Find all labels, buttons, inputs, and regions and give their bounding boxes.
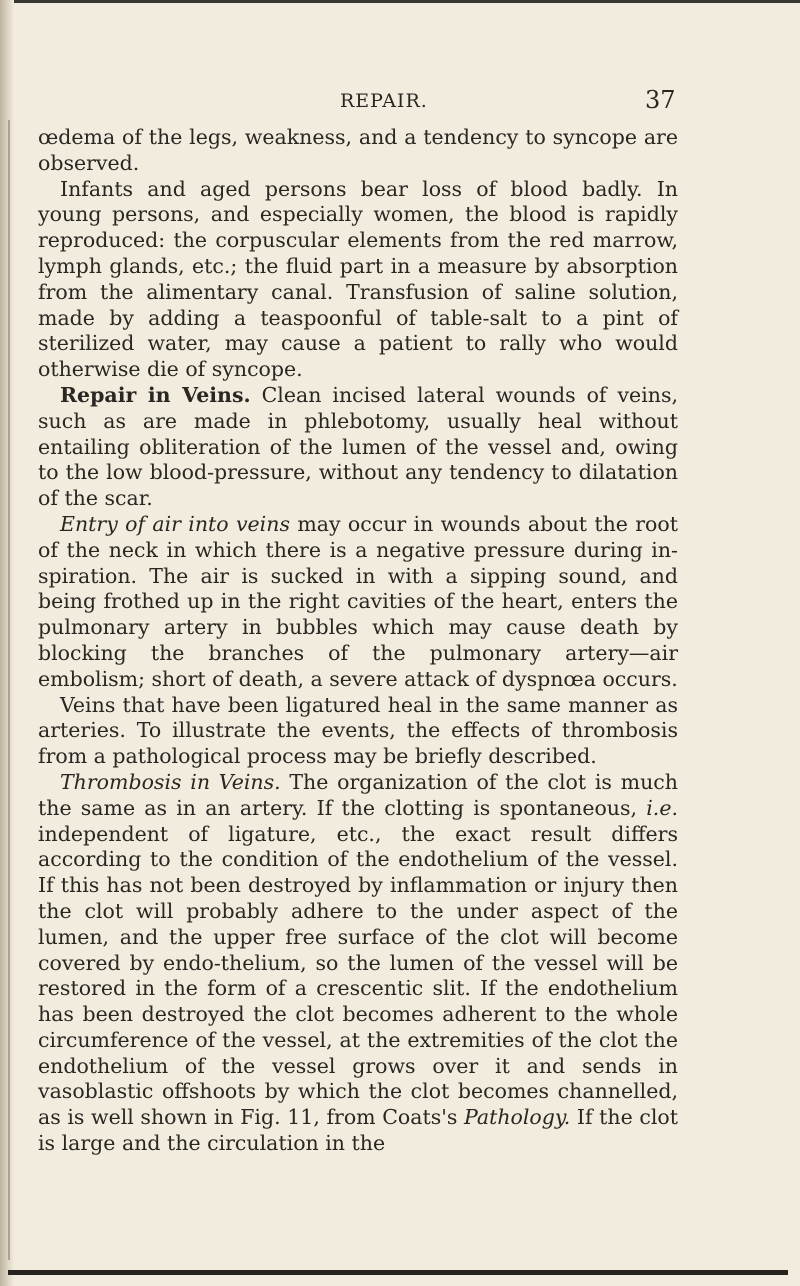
paragraph-text: œdema of the legs, weakness, and a tendency to syncope are observed. [38,125,678,175]
paragraph-text: may occur in wounds about the root of the neck in which there is a negative pressure during in-spiration. The air is sucked in with a sipping sound, and being frothed up in the right cavities of the heart, enters the pulmonary artery in bubbles which may cause death by blocking the branches of the pulmonary artery—air embolism; short of death, a severe attack of dyspnœa occurs. [38,511,678,691]
paragraph [38,383,678,512]
paragraph-text: Clean incised lateral wounds of veins, such as are made in phlebotomy, usually heal without entailing obliteration of the lumen of the vessel and, owing to the low blood-pressure, without any tendency to dilatation of the scar. [38,382,678,511]
section-heading: Thrombosis in Veins. [60,769,281,794]
paragraph [38,512,678,693]
section-heading: Entry of air into veins [60,511,290,536]
page-number: 37 [645,86,676,114]
abbreviation: i.e. [646,795,678,820]
paragraph-text: Infants and aged persons bear loss of blood badly. In young persons, and especially women, the blood is rapidly reproduced: the corpuscular elements from the red marrow, lymph glands, etc.; the fluid part in a measure by absorption from the alimentary canal. Transfusion of saline solution, made by adding a teaspoonful of table-salt to a pint of sterilized water, may cause a patient to rally who would otherwise die of syncope. [38,176,678,382]
running-title: REPAIR. [340,90,428,112]
paragraph-text: The organization of the clot is much the same as in an artery. If the clotting is spontaneous, [38,769,678,820]
paragraph [38,177,678,383]
paragraph-text: independent of ligature, etc., the exact result differs according to the condition of the endothelium of the vessel. If this has not been destroyed by inflammation or injury then the clot will probably adhere to the under aspect of the lumen, and the upper free surface of the clot will become covered by endo-thelium, so the lumen of the vessel will be restored in the form of a crescentic slit. If the endothelium has been destroyed the clot becomes adherent to the whole circumference of the vessel, at the extremities of the clot the endothelium of the vessel grows over it and sends in vasoblastic offshoots by which the clot becomes channelled, as is well shown in Fig. 11, from Coats's [38,821,678,1130]
paragraph [38,693,678,770]
section-heading: Repair in Veins. [60,382,251,407]
cited-work: Pathology. [464,1105,571,1130]
bottom-edge-rule [8,1270,788,1275]
paragraph [38,125,678,177]
page-header [0,86,800,120]
gutter-shadow-line [8,120,10,1260]
binding-gutter [0,0,14,1286]
paragraph-text: If the clot is large and the circulation in the [38,1105,678,1156]
paragraph [38,770,678,1157]
page-top-edge [0,0,800,3]
body-text [38,125,678,1157]
paragraph-text: Veins that have been ligatured heal in the same manner as arteries. To illustrate the events, the effects of thrombosis from a pathological process may be briefly described. [38,692,678,769]
